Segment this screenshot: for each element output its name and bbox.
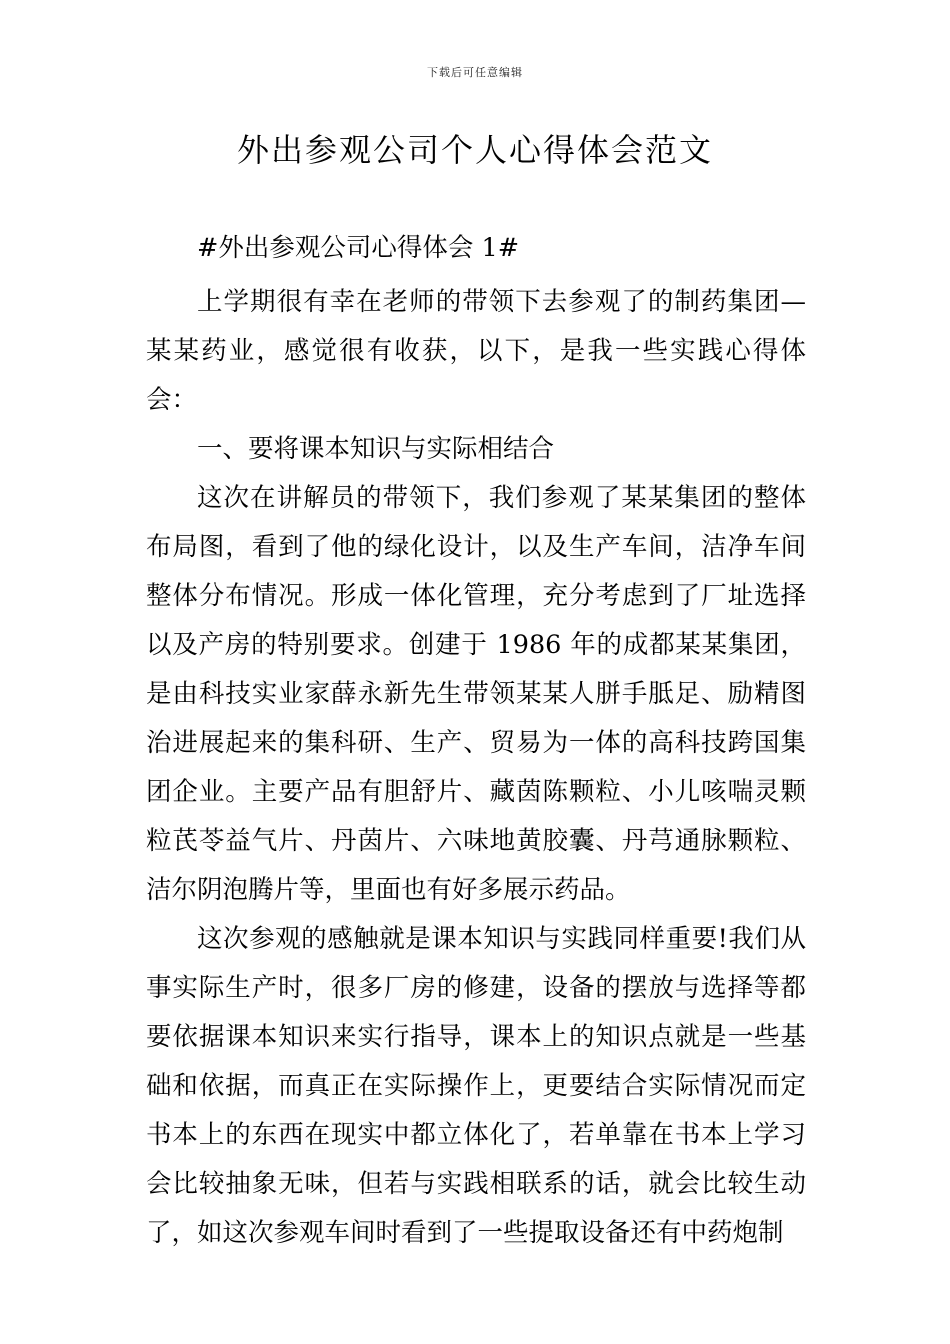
header-note: 下载后可任意编辑 xyxy=(427,66,523,79)
section-heading: 一、要将课本知识与实际相结合 xyxy=(197,434,555,464)
paragraph: 这次在讲解员的带领下，我们参观了某某集团的整体布局图，看到了他的绿化设计，以及生产车间，洁净车间整体分布情况。形成一体化管理，充分考虑到了厂址选择以及产房的特别要求。创建于 1986 年的成都某某集团，是由科技实业家薛永新先生带领某某人胼手胝足、励精图治进展起来的集科研、生产、贸易为一体的高科技跨国集团企业。主要产品有胆舒片、藏茵陈颗粒、小儿咳喘灵颗粒芪苓益气片、丹茵片、六味地黄胶囊、丹芎通脉颗粒、洁尔阴泡腾片等，里面也有好多展示药品。 xyxy=(146,483,806,905)
section-marker: #外出参观公司心得体会 1# xyxy=(197,233,520,263)
paragraph: 上学期很有幸在老师的带领下去参观了的制药集团—某某药业，感觉很有收获，以下，是我一些实践心得体会： xyxy=(146,287,806,415)
paragraph: 这次参观的感触就是课本知识与实践同样重要!我们从事实际生产时，很多厂房的修建，设备的摆放与选择等都要依据课本知识来实行指导，课本上的知识点就是一些基础和依据，而真正在实际操作上，更要结合实际情况而定书本上的东西在现实中都立体化了，若单靠在书本上学习会比较抽象无味，但若与实践相联系的话，就会比较生动了，如这次参观车间时看到了一些提取设备还有中药炮制 xyxy=(146,924,806,1248)
document-body xyxy=(146,224,806,1258)
document-title: 外出参观公司个人心得体会范文 xyxy=(236,131,713,169)
